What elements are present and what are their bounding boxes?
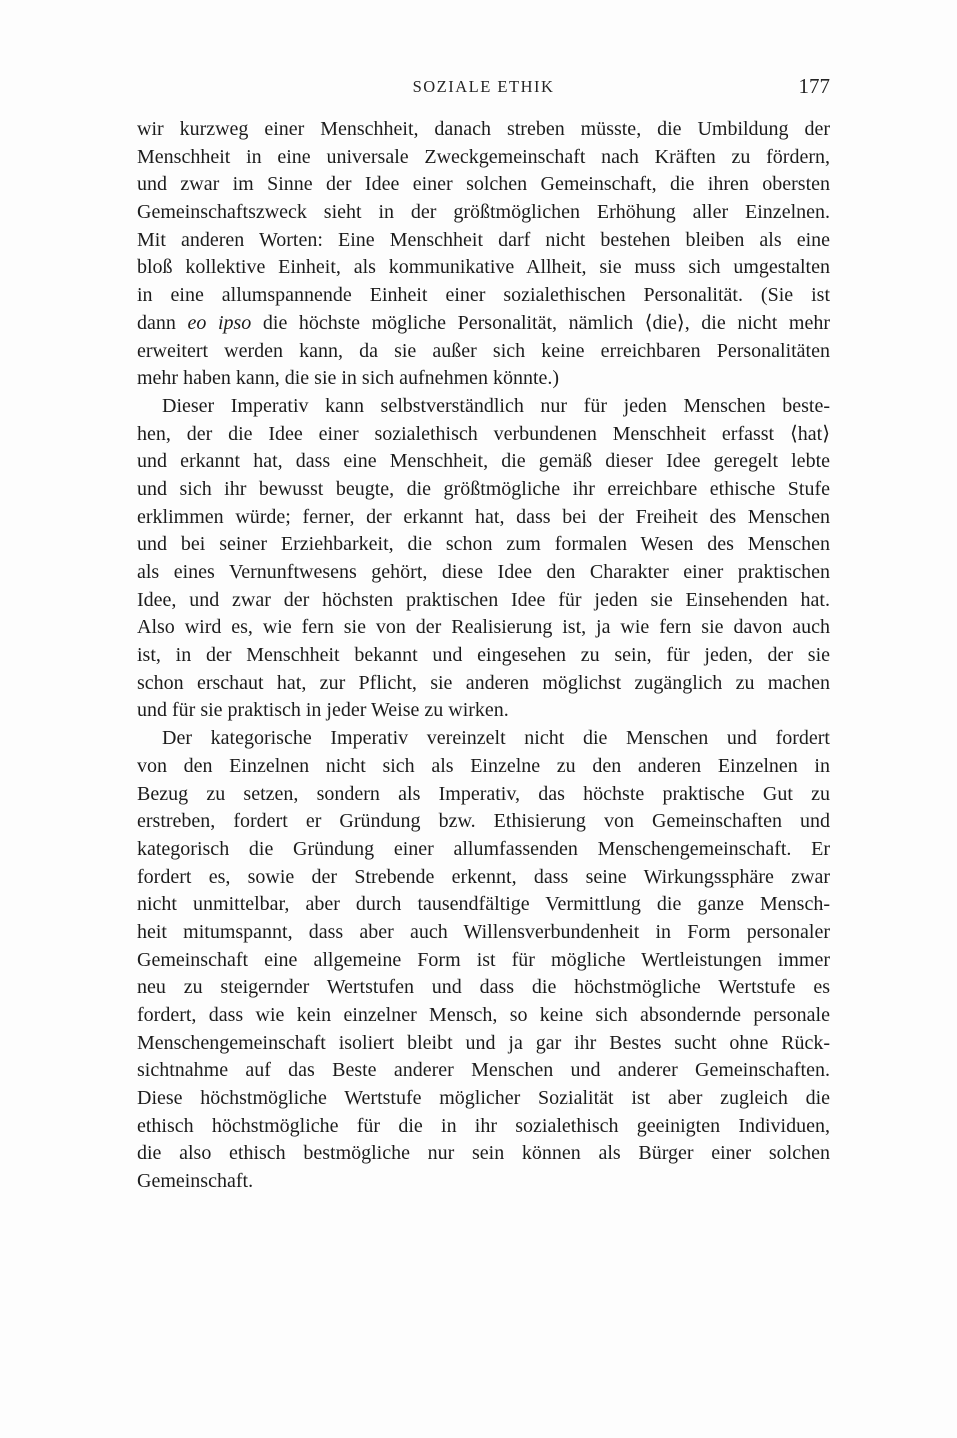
text-segment: kategorisch die Gründung einer allumfassenden Menschengemeinschaft. Er <box>137 837 830 860</box>
text-line <box>137 614 830 642</box>
text-line <box>137 144 830 172</box>
text-line <box>137 781 830 809</box>
text-segment: Mit anderen Worten: Eine Menschheit darf nicht bestehen bleiben als eine <box>137 228 830 251</box>
text-line <box>137 891 830 919</box>
text-line <box>137 559 830 587</box>
text-segment: die höchste mögliche Personalität, nämlich ⟨die⟩, die nicht mehr <box>251 311 830 334</box>
text-line <box>137 171 830 199</box>
text-segment: erweitert werden kann, da sie außer sich keine erreichbaren Personalitäten <box>137 339 830 362</box>
text-segment: Gemeinschaft. <box>137 1170 254 1193</box>
text-segment: heit mitumspannt, dass aber auch Willensverbundenheit in Form personaler <box>137 920 830 943</box>
text-line <box>137 947 830 975</box>
text-line <box>137 919 830 947</box>
paragraph <box>137 725 830 1196</box>
paragraph <box>137 116 830 393</box>
text-line <box>137 531 830 559</box>
text-line <box>137 116 830 144</box>
text-segment: hen, der die Idee einer sozialethisch verbundenen Menschheit erfasst ⟨hat⟩ <box>137 422 830 445</box>
text-line <box>137 1002 830 1030</box>
italic-text: eo ipso <box>187 311 252 334</box>
text-segment: Menschheit in eine universale Zweckgemeinschaft nach Kräften zu fördern, <box>137 145 830 168</box>
text-line <box>137 504 830 532</box>
text-line <box>137 808 830 836</box>
text-segment: mehr haben kann, die sie in sich aufnehmen könnte.) <box>137 367 560 390</box>
text-line <box>137 670 830 698</box>
text-segment: Idee, und zwar der höchsten praktischen Idee für jeden sie Einsehenden hat. <box>137 588 830 611</box>
text-segment: als eines Vernunftwesens gehört, diese Idee den Charakter einer praktischen <box>137 561 830 583</box>
text-line <box>137 1030 830 1058</box>
text-segment: ethisch höchstmögliche für die in ihr sozialethisch geeinigten Individuen, <box>137 1114 830 1137</box>
page-number: 177 <box>798 74 830 98</box>
text-line <box>137 365 830 393</box>
text-segment: dann <box>137 311 188 334</box>
text-line <box>137 1085 830 1113</box>
text-segment: erklimmen würde; ferner, der erkannt hat, dass bei der Freiheit des Menschen <box>137 505 830 528</box>
text-line <box>137 448 830 476</box>
text-segment: Menschengemeinschaft isoliert bleibt und ja gar ihr Bestes sucht ohne Rück- <box>137 1031 830 1054</box>
text-line <box>137 836 830 864</box>
text-segment: und bei seiner Erziehbarkeit, die schon zum formalen Wesen des Menschen <box>137 533 830 556</box>
text-line <box>137 697 830 725</box>
text-line <box>137 310 830 338</box>
text-segment: Also wird es, wie fern sie von der Realisierung ist, ja wie fern sie davon auch <box>137 616 830 639</box>
text-segment: bloß kollektive Einheit, als kommunikative Allheit, sie muss sich umgestalten <box>137 256 830 279</box>
text-line <box>137 338 830 366</box>
page-body <box>137 116 830 1196</box>
text-line <box>137 864 830 892</box>
text-line <box>137 1168 830 1196</box>
text-line <box>137 254 830 282</box>
text-segment: und erkannt hat, dass eine Menschheit, die gemäß dieser Idee geregelt lebte <box>137 450 830 473</box>
text-segment: Dieser Imperativ kann selbstverständlich nur für jeden Menschen beste- <box>162 394 830 417</box>
text-segment: Der kategorische Imperativ vereinzelt nicht die Menschen und fordert <box>162 727 830 750</box>
text-segment: fordert, dass wie kein einzelner Mensch, so keine sich absondernde personale <box>137 1004 830 1026</box>
text-line <box>137 1113 830 1141</box>
text-line <box>137 725 830 753</box>
text-line <box>137 393 830 421</box>
text-line <box>137 1140 830 1168</box>
text-segment: von den Einzelnen nicht sich als Einzelne zu den anderen Einzelnen in <box>137 754 830 777</box>
text-segment: neu zu steigernder Wertstufen und dass die höchstmögliche Wertstufe es <box>137 976 830 999</box>
text-line <box>137 974 830 1002</box>
text-line <box>137 199 830 227</box>
text-line <box>137 421 830 449</box>
text-line <box>137 282 830 310</box>
text-line <box>137 642 830 670</box>
text-segment: schon erschaut hat, zur Pflicht, sie anderen möglichst zugänglich zu machen <box>137 671 830 694</box>
text-segment: ist, in der Menschheit bekannt und eingesehen zu sein, für jeden, der sie <box>137 644 830 667</box>
text-line <box>137 476 830 504</box>
paragraph <box>137 393 830 725</box>
text-segment: und sich ihr bewusst beugte, die größtmögliche ihr erreichbare ethische Stufe <box>137 477 830 500</box>
running-head <box>137 74 830 102</box>
text-segment: Bezug zu setzen, sondern als Imperativ, das höchste praktische Gut zu <box>137 782 830 805</box>
text-segment: erstreben, fordert er Gründung bzw. Ethisierung von Gemeinschaften und <box>137 810 830 833</box>
text-line <box>137 587 830 615</box>
text-line <box>137 753 830 781</box>
text-segment: wir kurzweg einer Menschheit, danach streben müsste, die Umbildung der <box>137 118 830 140</box>
text-segment: nicht unmittelbar, aber durch tausendfältige Vermittlung die ganze Mensch- <box>137 893 830 916</box>
text-segment: in eine allumspannende Einheit einer sozialethischen Personalität. (Sie ist <box>137 284 830 307</box>
text-segment: Diese höchstmögliche Wertstufe möglicher Sozialität ist aber zugleich die <box>137 1087 830 1110</box>
text-segment: Gemeinschaft eine allgemeine Form ist für mögliche Wertleistungen immer <box>137 948 830 971</box>
text-segment: Gemeinschaftszweck sieht in der größtmöglichen Erhöhung aller Einzelnen. <box>137 201 830 224</box>
text-line <box>137 1057 830 1085</box>
text-segment: die also ethisch bestmögliche nur sein können als Bürger einer solchen <box>137 1142 830 1165</box>
text-segment: fordert es, sowie der Strebende erkennt, dass seine Wirkungssphäre zwar <box>137 865 830 888</box>
text-segment: und zwar im Sinne der Idee einer solchen Gemeinschaft, die ihren obersten <box>137 173 830 196</box>
running-head-title: SOZIALE ETHIK <box>412 77 555 96</box>
text-segment: sichtnahme auf das Beste anderer Menschen und anderer Gemeinschaften. <box>137 1059 830 1082</box>
text-line <box>137 227 830 255</box>
text-segment: und für sie praktisch in jeder Weise zu wirken. <box>137 699 509 722</box>
